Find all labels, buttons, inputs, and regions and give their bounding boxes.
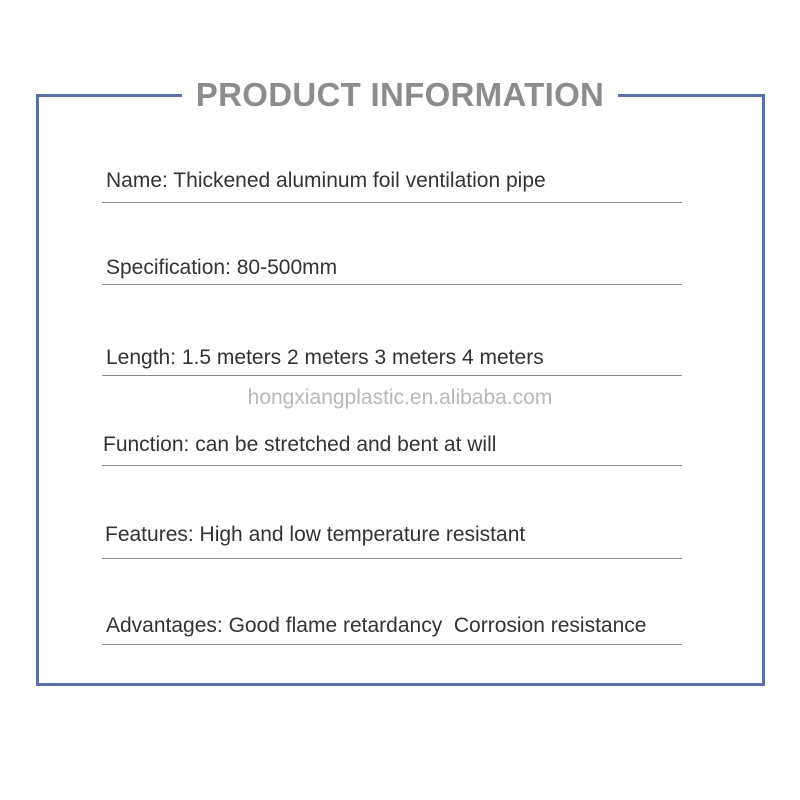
page-title: PRODUCT INFORMATION: [182, 74, 618, 116]
row-features: Features: High and low temperature resistant: [105, 523, 526, 546]
row-divider: [102, 375, 682, 376]
row-advantages: Advantages: Good flame retardancy Corrosion resistance: [106, 614, 647, 637]
row-length: Length: 1.5 meters 2 meters 3 meters 4 meters: [106, 346, 544, 369]
row-divider: [102, 558, 682, 559]
row-function: Function: can be stretched and bent at will: [103, 433, 497, 456]
row-specification: Specification: 80-500mm: [106, 256, 338, 279]
row-divider: [102, 202, 682, 203]
row-divider: [102, 284, 682, 285]
row-divider: [102, 465, 682, 466]
watermark-text: hongxiangplastic.en.alibaba.com: [247, 386, 553, 409]
row-divider: [102, 644, 682, 645]
row-name: Name: Thickened aluminum foil ventilation pipe: [106, 169, 546, 192]
